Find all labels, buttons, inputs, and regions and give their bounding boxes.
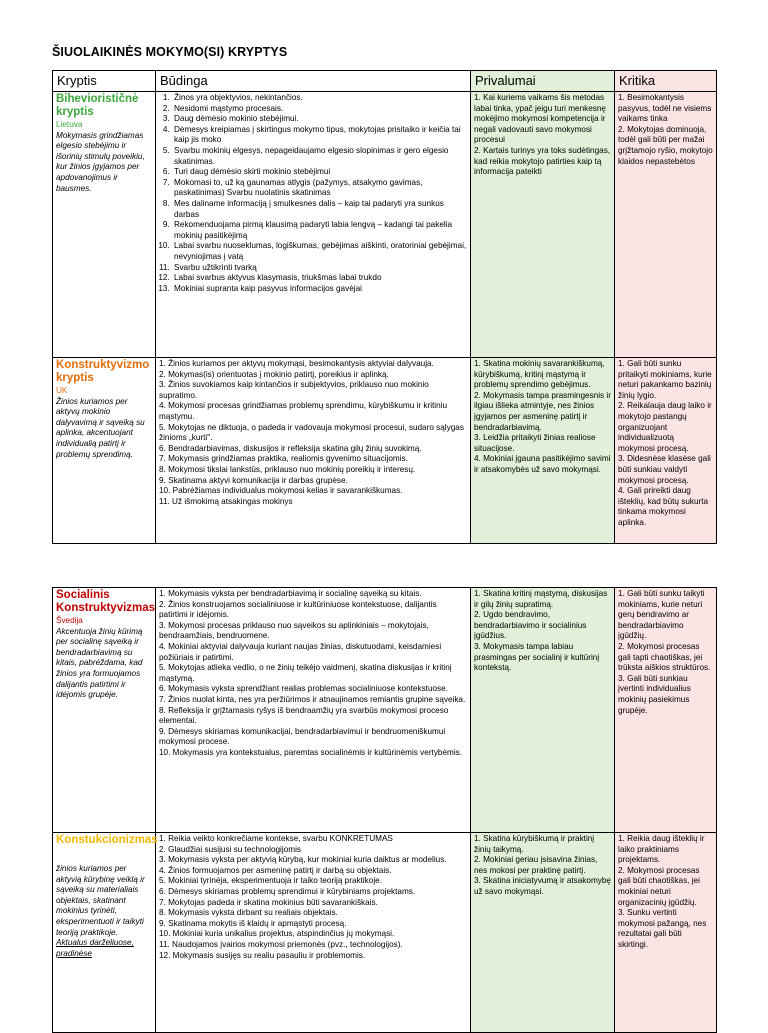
list-item: 4. Mokymosi procesas grindžiamas problemų sprendimu, kūrybiškumu ir kritiniu mąstymu.	[159, 401, 448, 421]
privalumai-cell	[471, 833, 615, 1033]
list-item: 2. Nesidomi mąstymo procesais.	[172, 104, 467, 115]
document-title: ŠIUOLAIKINĖS MOKYMO(SI) KRYPTYS	[52, 45, 288, 59]
list-item: 9. Dėmesys skiriamas komunikacijai, bendradarbiavimui ir bendruomeniškumui mokymosi procese.	[159, 726, 446, 747]
privalumai-cell	[471, 358, 615, 544]
kritika-cell	[615, 588, 717, 833]
list-item: 9. Skatinama mokytis iš klaidų ir apmąstyti procesą.	[159, 918, 347, 928]
list-item: 7. Žinios nuolat kinta, nes yra peržiūrimos ir atnaujinamos remiantis grupine sąveika.	[159, 694, 466, 704]
list-item: 2. Mokymosi procesas gali būti chaotiškas, jei mokiniai neturi organizacinių įgūdžių.	[618, 865, 700, 907]
list-item: 2. Reikalauja daug laiko ir mokytojo pastangų organizuojant individualizuotą mokymosi procesą.	[618, 401, 712, 453]
list-item: 3. Skatina iniciatyvumą ir atsakomybę už savo mokymąsi.	[474, 876, 611, 896]
direction-description: Akcentuoja žinių kūrimą per socialinę sąveiką ir bendradarbiavimą su kitais, pabrėždama, kad žinios yra formuojamos dalijantis patirtimi ir idėjomis grupėje.	[56, 626, 143, 700]
list-item: 6. Dėmesys skiriamas problemų sprendimui ir kūrybiniams projektams.	[159, 886, 416, 896]
list-item: 6. Bendradarbiavimas, diskusijos ir refleksija skatina gilų žinių suvokimą.	[159, 443, 422, 453]
list-item: 4. Žinios formuojamos per asmeninę patirtį ir darbą su objektais.	[159, 865, 392, 875]
kryptis-cell	[53, 833, 156, 1033]
kritika-cell	[615, 358, 717, 544]
list-item: 3. Didesnėse klasėse gali būti sunkiau valdyti mokymosi procesą.	[618, 454, 711, 485]
list-item: 7. Mokymasis grindžiamas praktika, realiomis gyvenimo situacijomis.	[159, 454, 408, 464]
budinga-cell	[156, 92, 471, 358]
direction-name: Konstukcionizmas	[56, 834, 158, 846]
list-item: 8. Refleksija ir grįžtamasis ryšys iš bendraamžių yra svarbūs mokymosi proceso elementai.	[159, 705, 449, 726]
list-item: 11. Už išmokimą atsakingas mokinys	[159, 496, 293, 506]
list-item: 2. Mokytojas dominuoja, todėl gali būti per mažai grįžtamojo ryšio, mokytojo klaidos nepastebėtos	[618, 124, 713, 166]
list-item: 3. Žinios suvokiamos kaip kintančios ir subjektyvios, priklauso nuo mokinio supratimo.	[159, 380, 429, 400]
list-item: 2. Mokymasis tampa prasmingesnis ir ilgiau išlieka atmintyje, nes žinios įgyjamos per asmeninę patirtį ir bendradarbiavimą.	[474, 390, 611, 432]
list-item: 10. Mokymasis yra kontekstualus, paremtas socialinėmis ir kultūrinėmis vertybėmis.	[159, 747, 463, 757]
list-item: 10. Pabrėžiamas individualus mokymosi kelias ir savarankiškumas.	[159, 486, 403, 496]
list-item: 4. Gali prireikti daug išteklių, kad būtų sukurta tinkama mokymosi aplinka.	[618, 486, 709, 527]
list-item: 5. Mokytojas atlieka vedlio, o ne žinių teikėjo vaidmenį, skatina diskusijas ir kritinį mąstymą.	[159, 663, 452, 683]
privalumai-cell	[471, 92, 615, 358]
direction-name: Socialinis Konstruktyvizmas	[56, 589, 156, 614]
list-item: 7. Mokytojas padeda ir skatina mokinius būti savarankiškais.	[159, 897, 378, 907]
list-item: 2. Mokymas(is) orientuotas į mokinio patirtį, poreikius ir aplinką.	[159, 369, 389, 379]
list-item: 1. Gali būti sunku taikyti mokiniams, kurie neturi gerų bendravimo ar bendradarbiavimo įgūdžių.	[618, 589, 705, 641]
directions-table-page1	[52, 70, 717, 544]
header-kryptis: Kryptis	[53, 71, 156, 92]
list-item: 11. Svarbu užtikrinti tvarką	[172, 263, 467, 274]
list-item: 1. Žinos yra objektyvios, nekintančios.	[172, 93, 467, 104]
list-item: 10. Labai svarbu nuoseklumas, logiškumas, gebėjimas aiškinti, oratoriniai gebėjimai, nevyniojimas į vatą	[172, 241, 467, 262]
direction-country	[56, 848, 152, 858]
direction-country: Švedija	[56, 616, 83, 625]
list-item: 4. Dėmesys kreipiamas į skirtingus mokymo tipus, mokytojas prisitaiko ir keičia tai kaip jis moko	[172, 125, 467, 146]
list-item: 8. Mes daliname informaciją į smulkesnes dalis – kaip tai padaryti yra sunkus darbas	[172, 199, 467, 220]
list-item: 8. Mokymasis vyksta dirbant su realiais objektais.	[159, 908, 338, 918]
list-item: 13. Mokiniai supranta kaip pasyvus informacijos gavėjai	[172, 284, 467, 295]
list-item: 3. Sunku vertinti mokymosi pažangą, nes rezultatai gali būti skirtingi.	[618, 908, 707, 949]
list-item: 1. Skatina mokinių savarankiškumą, kūrybiškumą, kritinį mąstymą ir problemų sprendimo gebėjimus.	[474, 359, 605, 390]
table-row	[53, 358, 717, 544]
list-item: 3. Mokymasis vyksta per aktyvią kūrybą, kur mokiniai kuria daiktus ar modelius.	[159, 855, 447, 865]
list-item: 1. Skatina kūrybiškumą ir praktinį žinių taikymą.	[474, 834, 595, 854]
list-item: 8. Mokymosi tikslai lankstūs, priklauso nuo mokinių poreikių ir interesų.	[159, 464, 416, 474]
header-privalumai: Privalumai	[471, 71, 615, 92]
kryptis-cell	[53, 92, 156, 358]
budinga-list	[159, 93, 467, 294]
direction-description: Žinios kuriamos per aktyvų mokinio dalyvavimą ir sąveiką su aplinka, akcentuojant individualią patirtį ir problemų sprendimą.	[56, 396, 145, 459]
list-item: 3. Daug dėmėsio mokinio stebėjimui.	[172, 114, 467, 125]
list-item: 2. Mokiniai geriau įsisavina žinias, nes mokosi per praktinę patirtį.	[474, 855, 598, 875]
list-item: 10. Mokiniai kuria unikalius projektus, atspindinčius jų mokymąsi.	[159, 929, 395, 939]
list-item: 5. Mokiniai tyrinėja, eksperimentuoja ir taiko teoriją praktikoje.	[159, 876, 382, 886]
table-row	[53, 833, 717, 1033]
list-item: 11. Naudojamos įvairios mokymosi priemonės (pvz., technologijos).	[159, 939, 403, 949]
directions-table-page2	[52, 587, 717, 1033]
list-item: 3. Leidžia pritaikyti žinias realiose situacijose.	[474, 433, 596, 453]
direction-country: Lietuva	[56, 120, 83, 129]
list-item: 6. Turi daug dėmėsio skirti mokinio stebėjimui	[172, 167, 467, 178]
list-item: 5. Svarbu mokinių elgesys, nepageidaujamo elgesio slopinimas ir gero elgesio skatinimas.	[172, 146, 467, 167]
list-item: 7. Mokomasi to, už ką gaunamas atlygis (pažymys, atsakymo gavimas, paskatinimas) Svarbu nuolatinis skatinimas	[172, 178, 467, 199]
budinga-cell	[156, 588, 471, 833]
list-item: 3. Gali būti sunkiau įvertinti individualius mokinių pasiekimus grupėje.	[618, 673, 691, 715]
list-item: 2. Glaudžiai susijusi su technologijomis	[159, 844, 301, 854]
table-row	[53, 588, 717, 833]
list-item: 1. Gali būti sunku pritaikyti mokiniams, kurie neturi pakankamo bazinių žinių lygio.	[618, 359, 712, 400]
list-item: 3. Mokymosi procesas priklauso nuo sąveikos su aplinkiniais – mokytojais, bendraamžiais, bendruomene.	[159, 620, 429, 641]
header-row	[53, 71, 717, 92]
list-item: 1. Žinios kuriamos per aktyvų mokymąsi, besimokantysis aktyviai dalyvauja.	[159, 359, 434, 368]
list-item: 2. Ugdo bendravimo, bendradarbiavimo ir socialinius įgūdžius.	[474, 610, 587, 641]
direction-name: Biheviorističnė kryptis	[56, 93, 139, 118]
list-item: 9. Skatinama aktyvi komunikacija ir darbas grupėse.	[159, 475, 348, 485]
kritika-cell	[615, 833, 717, 1033]
list-item: 12. Labai svarbus aktyvus klasymasis, triukšmas labai trukdo	[172, 273, 467, 284]
list-item: 4. Mokiniai aktyviai dalyvauja kuriant naujas žinias, diskutuodami, keisdamiesi požiūriais ir patirtimi.	[159, 641, 442, 662]
list-item: 1. Mokymasis vyksta per bendradarbiavimą ir socialinę sąveiką su kitais.	[159, 589, 422, 598]
list-item: 1. Besimokantysis pasyvus, todėl ne visiems vaikams tinka	[618, 93, 712, 124]
list-item: 4. Mokiniai įgauna pasitikėjimo savimi ir atsakomybės už savo mokymąsi.	[474, 454, 611, 474]
direction-country: UK	[56, 386, 68, 395]
budinga-cell	[156, 833, 471, 1033]
list-item: 3. Mokymasis tampa labiau prasmingas per socialinį ir kultūrinį kontekstą.	[474, 641, 600, 673]
direction-name: Konstruktyvizmo kryptis	[56, 359, 150, 384]
list-item: 1. Kai kuriems vaikams šis metodas labai tinka, ypač jeigu turi menkesnę mokėjimo mokymosi kompetencija ir negali vadovauti savo mokymosi procesui	[474, 93, 606, 145]
kryptis-cell	[53, 358, 156, 544]
kryptis-cell	[53, 588, 156, 833]
list-item: 1. Reikia daug išteklių ir laiko praktiniams projektams.	[618, 834, 705, 865]
header-budinga: Būdinga	[156, 71, 471, 92]
budinga-cell	[156, 358, 471, 544]
list-item: 5. Mokytojas ne diktuoja, o padeda ir vadovauja mokymosi procesui, sudaro sąlygas žinioms „kurti".	[159, 422, 464, 443]
list-item: 12. Mokymasis susijęs su realiu pasauliu ir problemomis.	[159, 950, 366, 960]
privalumai-cell	[471, 588, 615, 833]
header-kritika: Kritika	[615, 71, 717, 92]
list-item: 9. Rekomenduojama pirmą klausimą padaryti labia lengvą – kadangi tai pakelia mokinių pasitikėjimą	[172, 220, 467, 241]
direction-description: Mokymasis grindžiamas elgesio stebėjimu ir išorinių stimulų poveikiu, kur žinios įgyjamos per apdovanojimus ir bausmes.	[56, 130, 145, 193]
table-row	[53, 92, 717, 358]
list-item: 1. Skatina kritinį mąstymą, diskusijas ir gilų žinių supratimą.	[474, 589, 608, 609]
list-item: 1. Reikia veikto konkrečiame kontekse, svarbu KONKRETUMAS	[159, 834, 393, 843]
list-item: 2. Kartais turinys yra toks sudėtingas, kad reikia mokytojo patirties kaip tą informacija pateikti	[474, 145, 611, 177]
direction-note: Aktualus darželiuose, pradinėse	[56, 938, 134, 958]
list-item: 2. Žinios konstruojamos socialiniuose ir kultūriniuose kontekstuose, dalijantis patirtimi ir idėjomis.	[159, 599, 437, 620]
kritika-cell	[615, 92, 717, 358]
list-item: 6. Mokymasis vyksta sprendžiant realias problemas socialiniuose kontekstuose.	[159, 684, 448, 694]
list-item: 2. Mokymosi procesas gali tapti chaotiškas, jei trūksta aiškios struktūros.	[618, 641, 711, 673]
direction-description: žinios kuriamos per aktyvią kūrybinę veiklą ir sąveiką su materialiais objektais, skatinant mokinius tyrinėti, eksperimentuoti ir taikyti teoriją praktikoje.	[56, 864, 145, 937]
